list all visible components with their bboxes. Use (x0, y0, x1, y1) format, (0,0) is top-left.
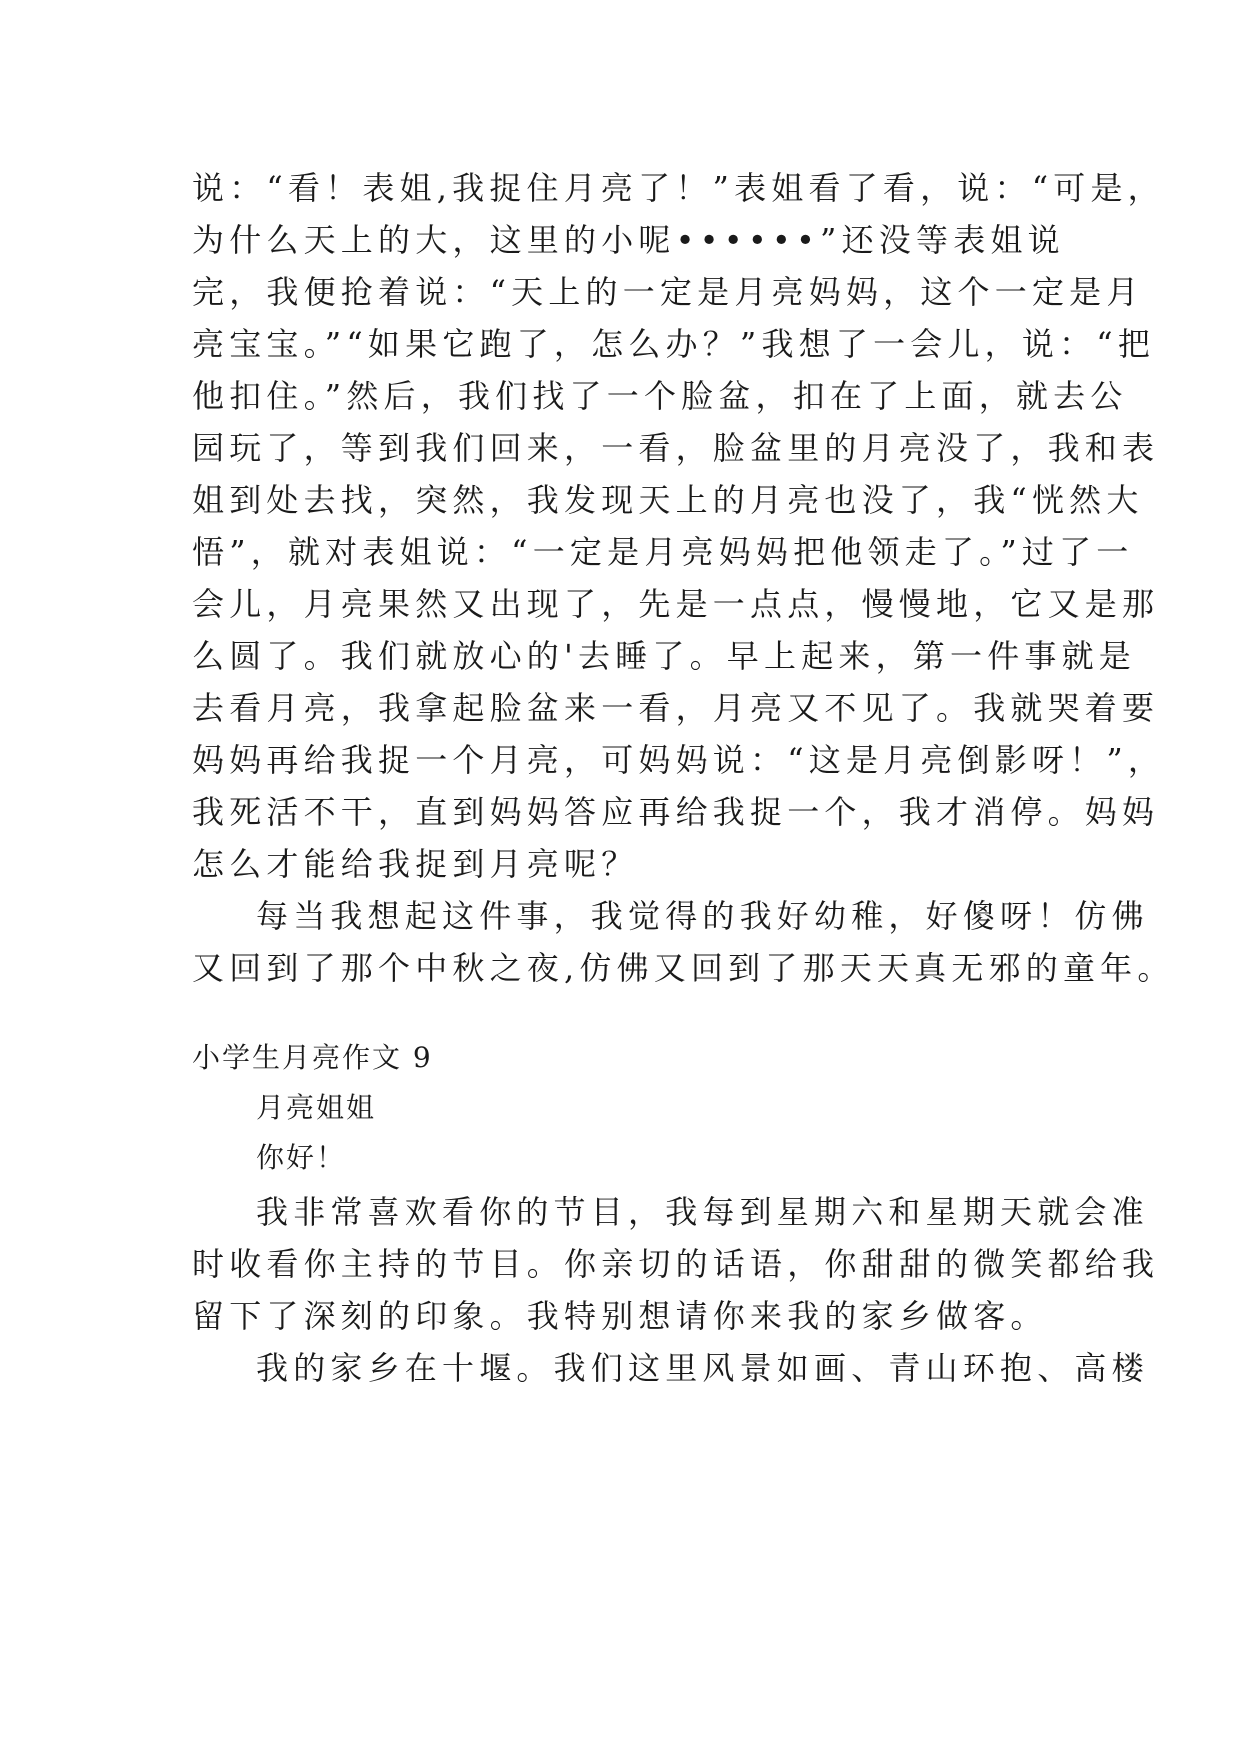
closing-line-1: 每当我想起这件事，我觉得的我好幼稚，好傻呀！仿佛 (256, 897, 1149, 935)
story-line-8: 悟”，就对表姐说：“一定是月亮妈妈把他领走了。”过了一 (192, 533, 1134, 571)
story-line-12: 妈妈再给我捉一个月亮，可妈妈说：“这是月亮倒影呀！”， (192, 741, 1166, 779)
paragraph1-line-3: 留下了深刻的印象。我特别想请你来我的家乡做客。 (192, 1297, 1048, 1335)
greeting: 你好！ (256, 1141, 347, 1174)
story-line-4: 亮宝宝。”“如果它跑了，怎么办？”我想了一会儿，说：“把 (192, 325, 1156, 363)
story-line-10: 么圆了。我们就放心的'去睡了。早上起来，第一件事就是 (192, 637, 1136, 675)
salutation: 月亮姐姐 (256, 1091, 377, 1124)
paragraph2-line-1: 我的家乡在十堰。我们这里风景如画、青山环抱、高楼 (256, 1349, 1149, 1387)
story-line-6: 园玩了，等到我们回来，一看，脸盆里的月亮没了，我和表 (192, 429, 1160, 467)
story-line-14: 怎么才能给我捉到月亮呢？ (192, 845, 639, 883)
story-line-11: 去看月亮，我拿起脸盆来一看，月亮又不见了。我就哭着要 (192, 689, 1160, 727)
story-line-9: 会儿，月亮果然又出现了，先是一点点，慢慢地，它又是那 (192, 585, 1160, 623)
paragraph1-line-1: 我非常喜欢看你的节目，我每到星期六和星期天就会准 (256, 1193, 1149, 1231)
story-line-2: 为什么天上的大，这里的小呢••••••”还没等表姐说 (192, 221, 1065, 259)
story-line-1: 说：“看！表姐,我捉住月亮了！”表姐看了看，说：“可是， (192, 169, 1165, 207)
paragraph1-line-2: 时收看你主持的节目。你亲切的话语，你甜甜的微笑都给我 (192, 1245, 1160, 1283)
story-line-13: 我死活不干，直到妈妈答应再给我捉一个，我才消停。妈妈 (192, 793, 1160, 831)
story-line-3: 完，我便抢着说：“天上的一定是月亮妈妈，这个一定是月 (192, 273, 1144, 311)
story-line-7: 姐到处去找，突然，我发现天上的月亮也没了，我“恍然大 (192, 481, 1144, 519)
essay-title: 小学生月亮作文 9 (192, 1041, 433, 1074)
closing-line-2: 又回到了那个中秋之夜,仿佛又回到了那天天真无邪的童年。 (192, 949, 1175, 987)
story-line-5: 他扣住。”然后，我们找了一个脸盆，扣在了上面，就去公 (192, 377, 1128, 415)
